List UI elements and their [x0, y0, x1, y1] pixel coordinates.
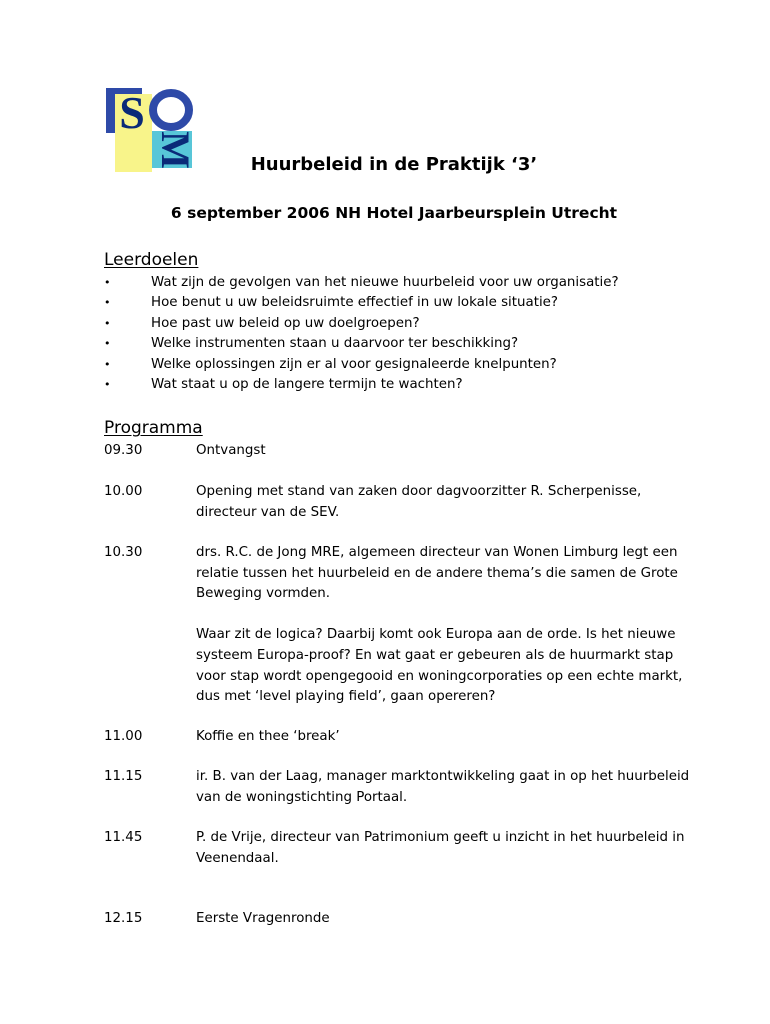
- goal-text: Hoe past uw beleid op uw doelgroepen?: [151, 315, 420, 331]
- session-text: Opening met stand van zaken door dagvoorzitter R. Scherpenisse, directeur van de SEV.: [196, 484, 642, 520]
- session-time: 11.45: [104, 830, 143, 845]
- session-description: [196, 482, 696, 523]
- learning-goals-heading: Leerdoelen: [104, 250, 199, 270]
- goal-text: Welke oplossingen zijn er al voor gesignaleerde knelpunten?: [151, 356, 557, 372]
- session-text: ir. B. van der Laag, manager marktontwikkeling gaat in op het huurbeleid van de woningstichting Portaal.: [196, 769, 690, 805]
- session-description: [196, 727, 696, 748]
- session-time: 10.30: [104, 545, 143, 560]
- goal-text: Wat staat u op de langere termijn te wachten?: [151, 376, 463, 392]
- session-text: Koffie en thee ‘break’: [196, 729, 340, 744]
- goal-text: Welke instrumenten staan u daarvoor ter beschikking?: [151, 336, 519, 352]
- session-text: Waar zit de logica? Daarbij komt ook Europa aan de orde. Is het nieuwe systeem Europa-proof? En wat gaat er gebeuren als de huurmarkt stap voor stap wordt opengegooid en woningcorporaties op een echte markt, dus met ‘level playing field’, gaan opereren?: [196, 627, 683, 705]
- bullet: •: [104, 337, 111, 351]
- logo-o-ring: [153, 93, 189, 127]
- session-description: [196, 909, 696, 930]
- session-time: 10.00: [104, 484, 143, 499]
- session-description: [196, 441, 696, 462]
- session-description: [196, 543, 696, 708]
- goal-text: Hoe benut u uw beleidsruimte effectief in uw lokale situatie?: [151, 295, 559, 311]
- program-heading: Programma: [104, 418, 203, 438]
- event-date-location: 6 september 2006 NH Hotel Jaarbeursplein Utrecht: [170, 204, 618, 222]
- goal-text: Wat zijn de gevolgen van het nieuwe huurbeleid voor uw organisatie?: [151, 275, 619, 290]
- session-time: 09.30: [104, 443, 143, 458]
- page-title: Huurbeleid in de Praktijk ‘3’: [250, 154, 538, 175]
- session-description: [196, 767, 696, 808]
- logo-letter-m: M: [153, 131, 198, 169]
- session-description: [196, 828, 696, 869]
- session-time: 12.15: [104, 911, 143, 926]
- bullet: •: [104, 296, 111, 310]
- session-time: 11.15: [104, 769, 143, 784]
- bullet: •: [104, 357, 111, 371]
- logo-letter-s: S: [119, 87, 145, 138]
- session-text: P. de Vrije, directeur van Patrimonium geeft u inzicht in het huurbeleid in Veenendaal.: [196, 830, 685, 866]
- bullet: •: [104, 377, 111, 391]
- session-text: Ontvangst: [196, 443, 266, 458]
- session-time: 11.00: [104, 729, 143, 744]
- session-text: Eerste Vragenronde: [196, 911, 330, 926]
- bullet: •: [104, 276, 111, 289]
- session-text: drs. R.C. de Jong MRE, algemeen directeur van Wonen Limburg legt een relatie tussen het huurbeleid en de andere thema’s die samen de Grote Beweging vormden.: [196, 545, 678, 602]
- bullet: •: [104, 316, 111, 330]
